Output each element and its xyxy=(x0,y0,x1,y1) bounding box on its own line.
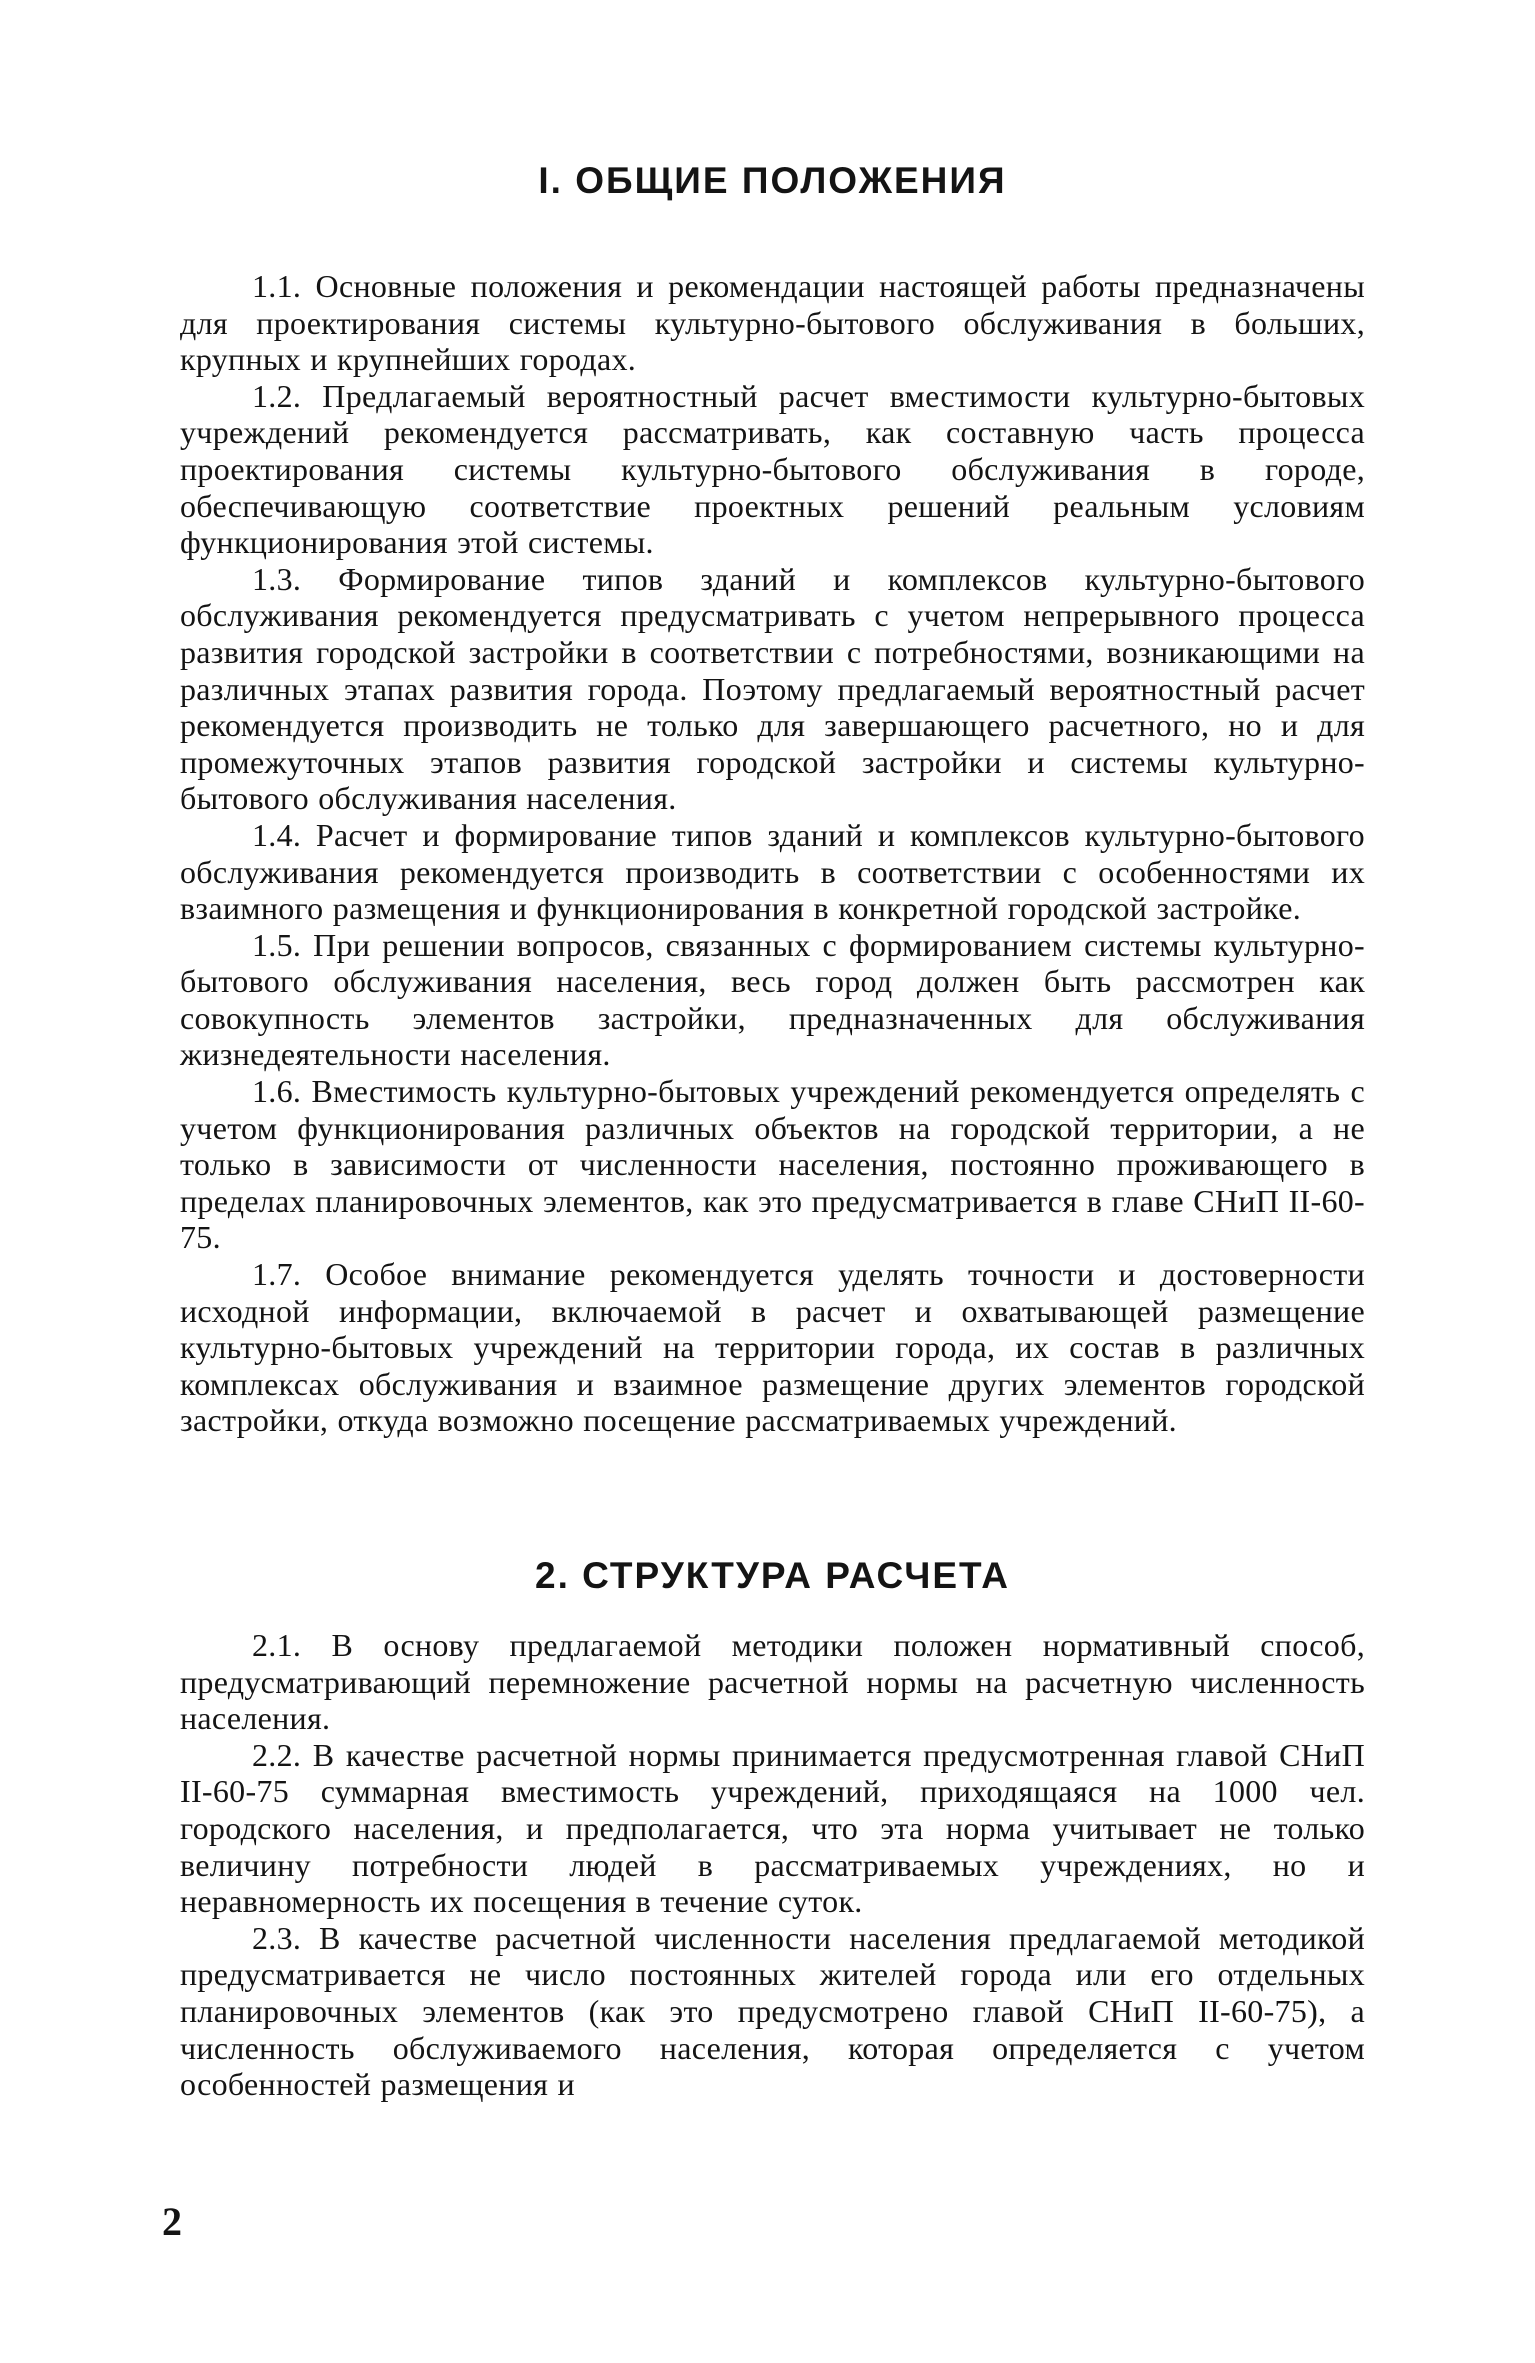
section-1-body xyxy=(180,268,1365,1439)
paragraph-2-3: 2.3. В качестве расчетной численности населения предлагаемой методикой предусматривается не число постоянных жителей города или его отдельных планировочных элементов (как это предусмотрено главой СНиП II-60-75), а численность обслуживаемого населения, которая определяется с учетом особенностей размещения и xyxy=(180,1919,1365,2103)
paragraph-1-5: 1.5. При решении вопросов, связанных с формированием системы культурно-бытового обслуживания населения, весь город должен быть рассмотрен как совокупность элементов застройки, предназначенных для обслуживания жизнедеятельности населения. xyxy=(180,926,1365,1073)
paragraph-1-1: 1.1. Основные положения и рекомендации настоящей работы предназначены для проектирования системы культурно-бытового обслуживания в больших, крупных и крупнейших городах. xyxy=(180,268,1365,378)
section-1-heading: I. ОБЩИЕ ПОЛОЖЕНИЯ xyxy=(538,160,1007,201)
section-2-body xyxy=(180,1627,1365,2103)
section-2-heading: 2. СТРУКТУРА РАСЧЕТА xyxy=(535,1555,1010,1596)
paragraph-1-4: 1.4. Расчет и формирование типов зданий и комплексов культурно-бытового обслуживания рекомендуется производить в соответствии с особенностями их взаимного размещения и функционирования в конкретной городской застройке. xyxy=(180,816,1365,927)
paragraph-2-2: 2.2. В качестве расчетной нормы принимается предусмотренная главой СНиП II-60-75 суммарная вместимость учреждений, приходящаяся на 1000 чел. городского населения, и предполагается, что эта норма учитывает не только величину потребности людей в рассматриваемых учреждениях, но и неравномерность их посещения в течение суток. xyxy=(180,1736,1365,1920)
paragraph-1-3: 1.3. Формирование типов зданий и комплексов культурно-бытового обслуживания рекомендуется предусматривать с учетом непрерывного процесса развития городской застройки в соответствии с потребностями, возникающими на различных этапах развития города. Поэтому предлагаемый вероятностный расчет рекомендуется производить не только для завершающего расчетного, но и для промежуточных этапов развития городской застройки и системы культурно-бытового обслуживания населения. xyxy=(180,560,1365,817)
paragraph-1-2: 1.2. Предлагаемый вероятностный расчет вместимости культурно-бытовых учреждений рекомендуется рассматривать, как составную часть процесса проектирования системы культурно-бытового обслуживания в городе, обеспечивающую соответствие проектных решений реальным условиям функционирования этой системы. xyxy=(180,377,1365,561)
paragraph-1-6: 1.6. Вместимость культурно-бытовых учреждений рекомендуется определять с учетом функционирования различных объектов на городской территории, а не только в зависимости от численности населения, постоянно проживающего в пределах планировочных элементов, как это предусматривается в главе СНиП II-60-75. xyxy=(180,1073,1365,1256)
paragraph-2-1: 2.1. В основу предлагаемой методики положен нормативный способ, предусматривающий перемножение расчетной нормы на расчетную численность населения. xyxy=(180,1627,1365,1737)
paragraph-1-7: 1.7. Особое внимание рекомендуется уделять точности и достоверности исходной информации, включаемой в расчет и охватывающей размещение культурно-бытовых учреждений на территории города, их состав в различных комплексах обслуживания и взаимное размещение других элементов городской застройки, откуда возможно посещение рассматриваемых учреждений. xyxy=(180,1256,1365,1439)
page-number: 2 xyxy=(162,2199,182,2244)
